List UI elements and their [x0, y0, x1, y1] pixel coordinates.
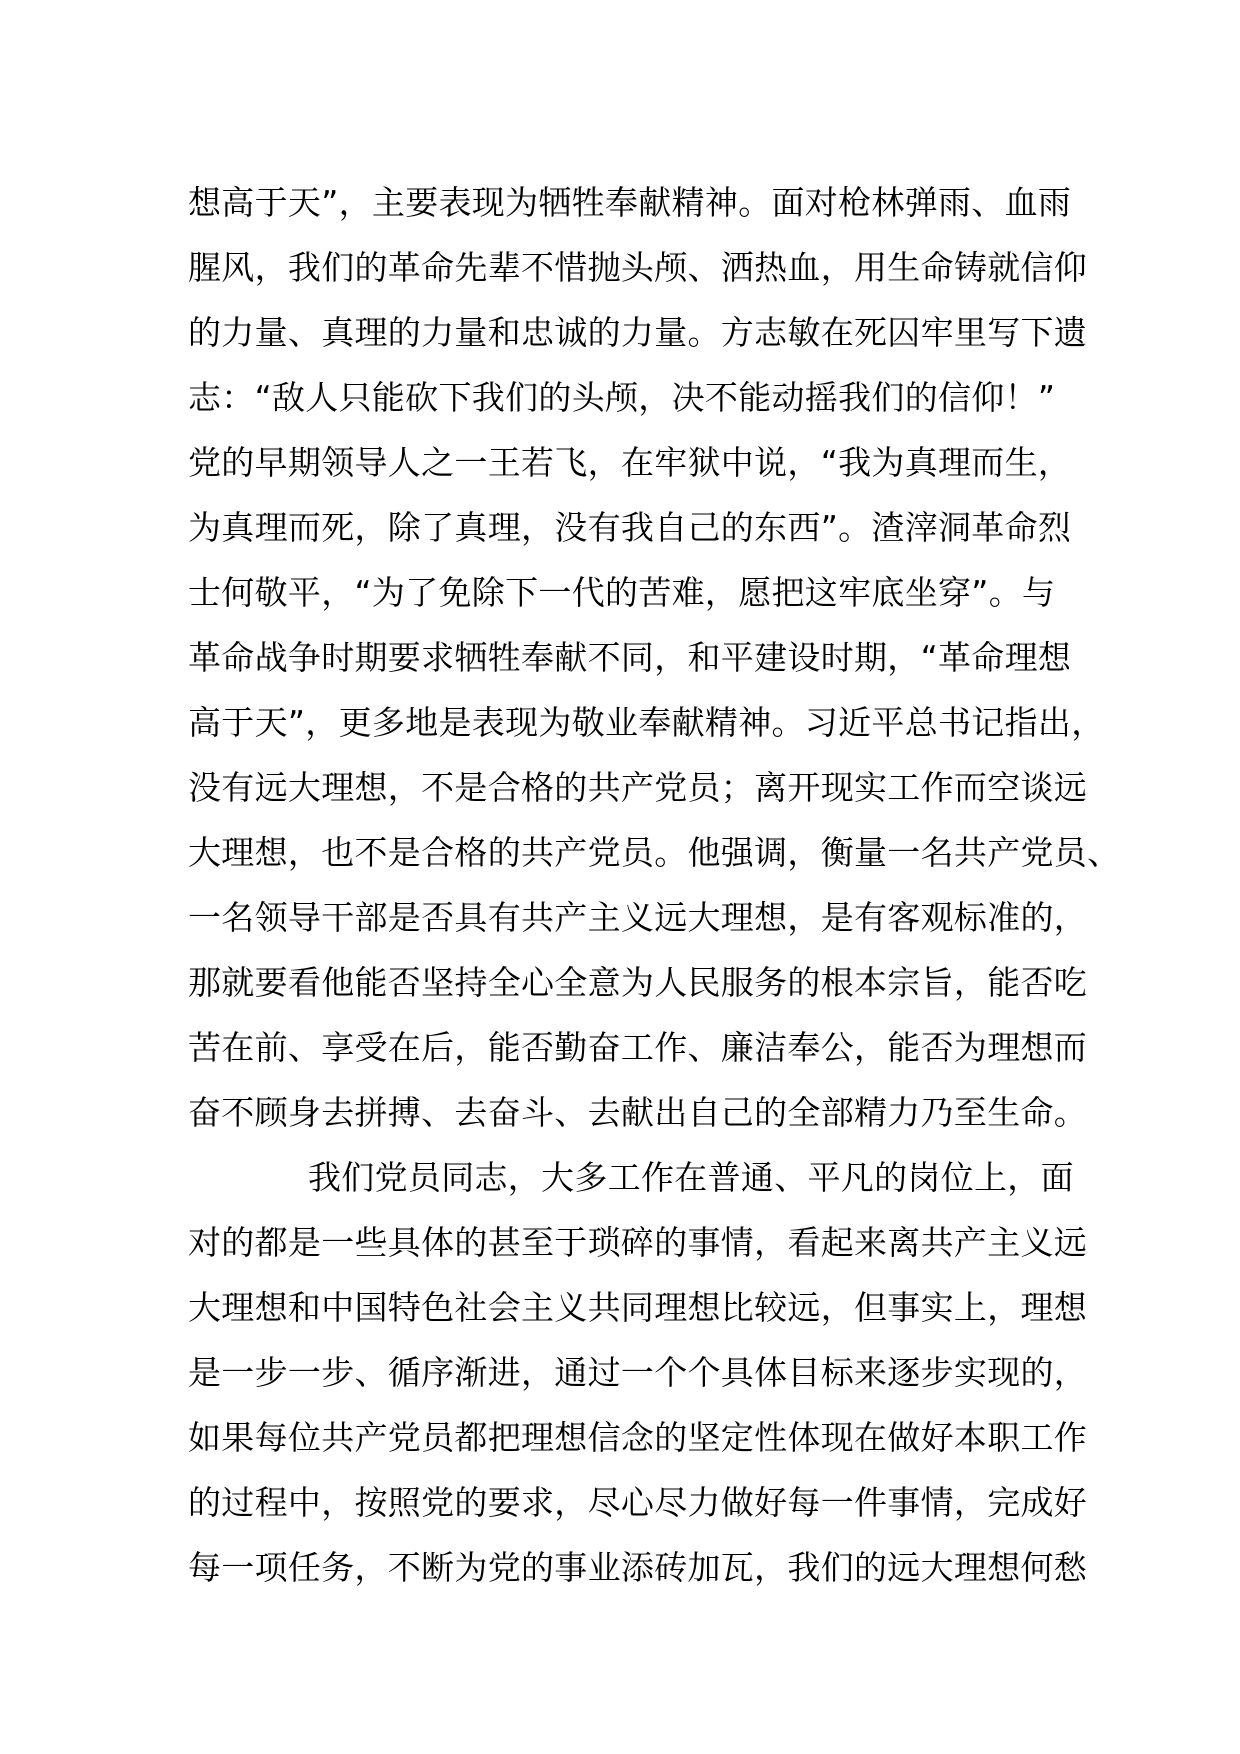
text-line: 革命战争时期要求牺牲奉献不同，和平建设时期，“革命理想 [188, 638, 1072, 677]
text-line: 的力量、真理的力量和忠诚的力量。方志敏在死囚牢里写下遗 [188, 313, 1088, 352]
text-line: 对的都是一些具体的甚至于琐碎的事情，看起来离共产主义远 [188, 1223, 1088, 1262]
text-line: 没有远大理想，不是合格的共产党员；离开现实工作而空谈远 [188, 768, 1088, 807]
text-line: 大理想，也不是合格的共产党员。他强调，衡量一名共产党员、 [188, 833, 1121, 872]
text-line: 党的早期领导人之一王若飞，在牢狱中说，“我为真理而生， [188, 443, 1072, 482]
text-line: 如果每位共产党员都把理想信念的坚定性体现在做好本职工作 [188, 1418, 1088, 1457]
text-line: 腥风，我们的革命先辈不惜抛头颅、洒热血，用生命铸就信仰 [188, 248, 1088, 287]
text-line: 士何敬平，“为了免除下一代的苦难，愿把这牢底坐穿”。与 [188, 573, 1056, 612]
text-line: 一名领导干部是否具有共产主义远大理想，是有客观标准的， [188, 898, 1088, 937]
text-line: 奋不顾身去拼搏、去奋斗、去献出自己的全部精力乃至生命。 [188, 1093, 1088, 1132]
text-line: 的过程中，按照党的要求，尽心尽力做好每一件事情，完成好 [188, 1483, 1088, 1522]
text-line: 苦在前、享受在后，能否勤奋工作、廉洁奉公，能否为理想而 [188, 1028, 1088, 1067]
text-line: 想高于天”，主要表现为牺牲奉献精神。面对枪林弹雨、血雨 [188, 183, 1072, 222]
paragraph-first-line: 我们党员同志，大多工作在普通、平凡的岗位上，面 [308, 1158, 1074, 1197]
text-line: 那就要看他能否坚持全心全意为人民服务的根本宗旨，能否吃 [188, 963, 1088, 1002]
text-line: 志：“敌人只能砍下我们的头颅，决不能动摇我们的信仰！” [188, 378, 1056, 417]
body-text [188, 170, 1121, 1600]
text-line: 是一步一步、循序渐进，通过一个个具体目标来逐步实现的， [188, 1353, 1088, 1392]
text-line: 为真理而死，除了真理，没有我自己的东西”。渣滓洞革命烈 [188, 508, 1072, 547]
text-line: 高于天”，更多地是表现为敬业奉献精神。习近平总书记指出， [188, 703, 1105, 742]
text-line: 大理想和中国特色社会主义共同理想比较远，但事实上，理想 [188, 1288, 1088, 1327]
text-line: 每一项任务，不断为党的事业添砖加瓦，我们的远大理想何愁 [188, 1548, 1088, 1587]
